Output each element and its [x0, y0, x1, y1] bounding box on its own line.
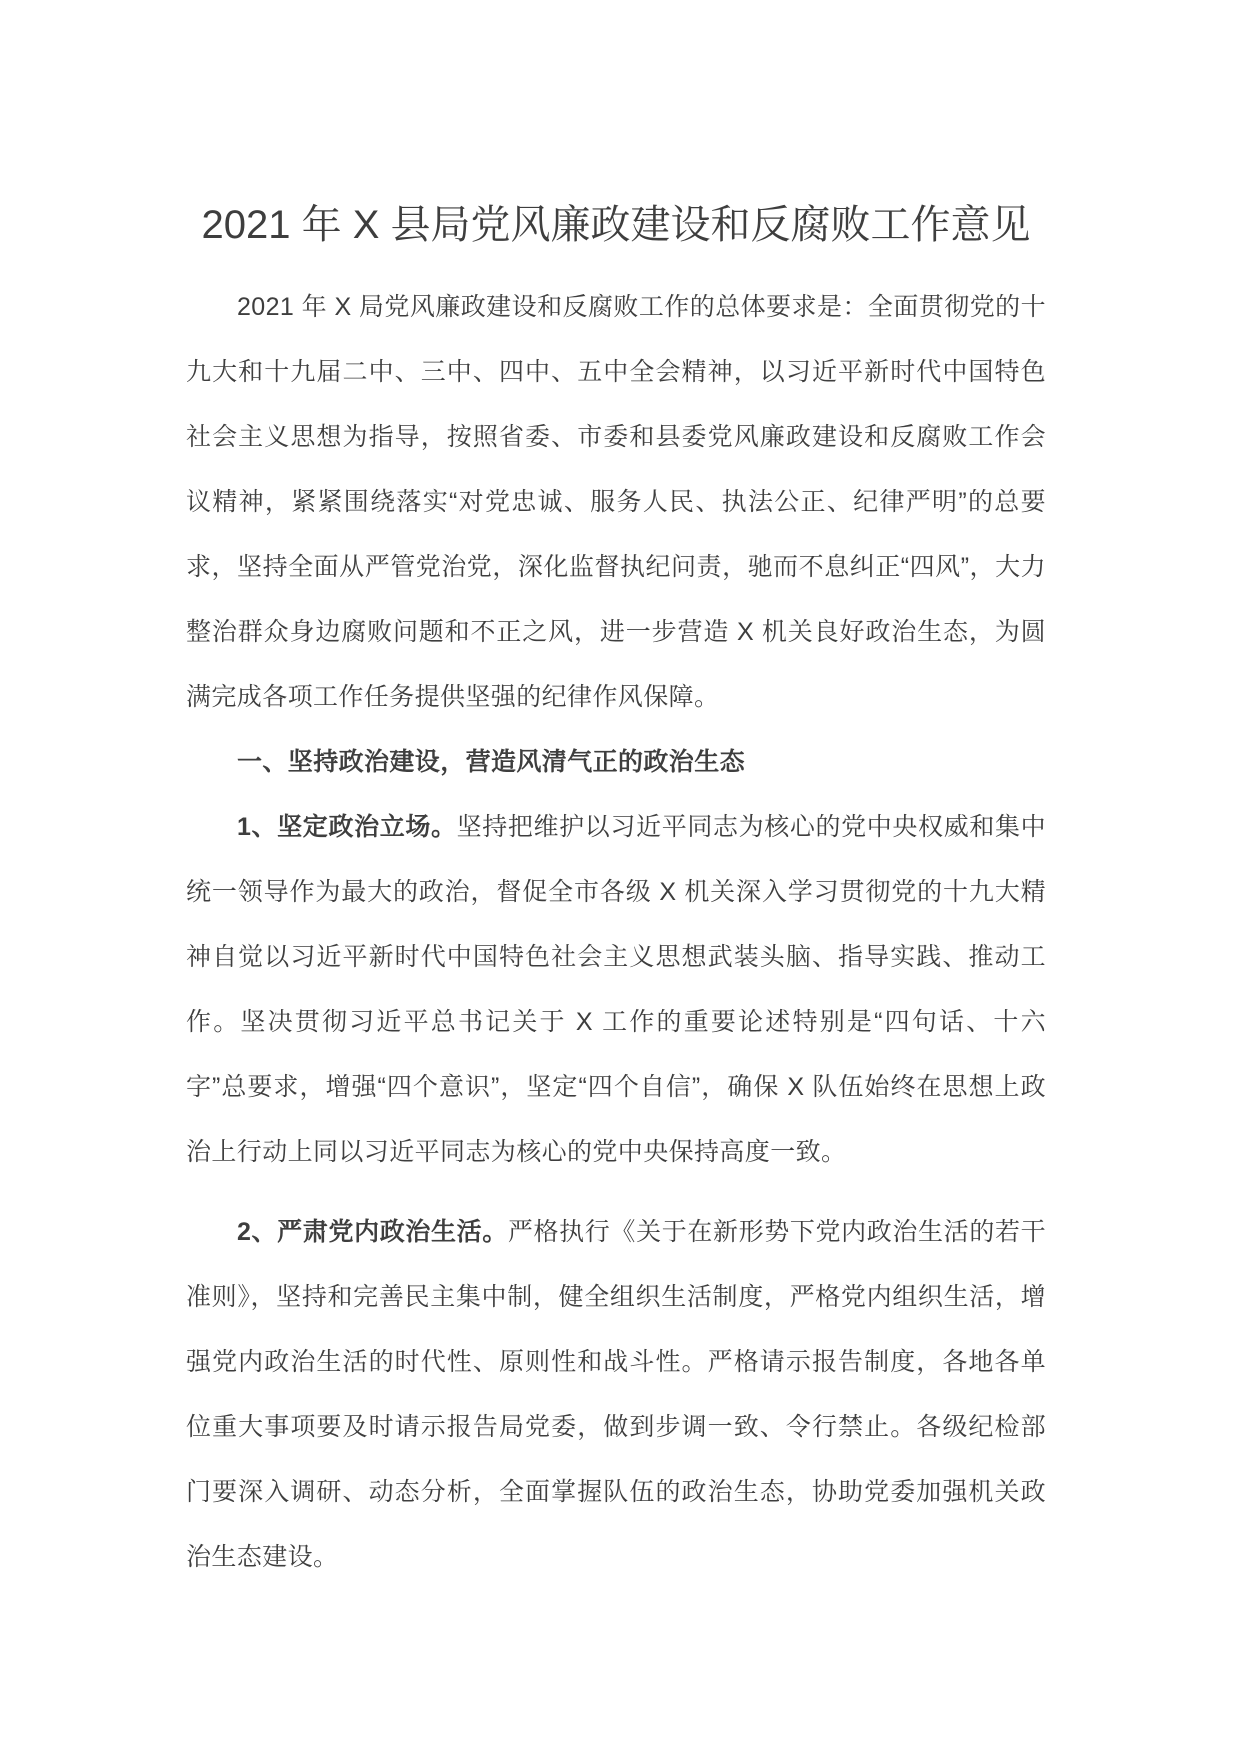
paragraph-item-1-lead: 1、坚定政治立场。	[237, 813, 457, 841]
paragraph-item-1	[186, 795, 1046, 1185]
paragraph-overview: 2021 年 X 局党风廉政建设和反腐败工作的总体要求是：全面贯彻党的十九大和十九届二中、三中、四中、五中全会精神，以习近平新时代中国特色社会主义思想为指导，按照省委、市委和县委党风廉政建设和反腐败工作会议精神，紧紧围绕落实“对党忠诚、服务人民、执法公正、纪律严明”的总要求，坚持全面从严管党治党，深化监督执纪问责，驰而不息纠正“四风”，大力整治群众身边腐败问题和不正之风，进一步营造 X 机关良好政治生态，为圆满完成各项工作任务提供坚强的纪律作风保障。	[186, 293, 1046, 711]
paragraph-item-2-lead: 2、严肃党内政治生活。	[237, 1218, 508, 1246]
paragraph-item-2	[186, 1200, 1046, 1590]
document-title: 2021 年 X 县局党风廉政建设和反腐败工作意见	[201, 203, 1031, 247]
section-heading-political-construction: 一、坚持政治建设，营造风清气正的政治生态	[237, 748, 746, 776]
paragraph-item-2-text: 严格执行《关于在新形势下党内政治生活的若干准则》，坚持和完善民主集中制，健全组织生活制度，严格党内组织生活，增强党内政治生活的时代性、原则性和战斗性。严格请示报告制度，各地各单位重大事项要及时请示报告局党委，做到步调一致、令行禁止。各级纪检部门要深入调研、动态分析，全面掌握队伍的政治生态，协助党委加强机关政治生态建设。	[186, 1218, 1046, 1571]
document-content	[186, 0, 1046, 1590]
paragraph-item-1-text: 坚持把维护以习近平同志为核心的党中央权威和集中统一领导作为最大的政治，督促全市各级 X 机关深入学习贯彻党的十九大精神自觉以习近平新时代中国特色社会主义思想武装头脑、指导实践、推动工作。坚决贯彻习近平总书记关于 X 工作的重要论述特别是“四句话、十六字”总要求，增强“四个意识”，坚定“四个自信”，确保 X 队伍始终在思想上政治上行动上同以习近平同志为核心的党中央保持高度一致。	[186, 813, 1046, 1166]
